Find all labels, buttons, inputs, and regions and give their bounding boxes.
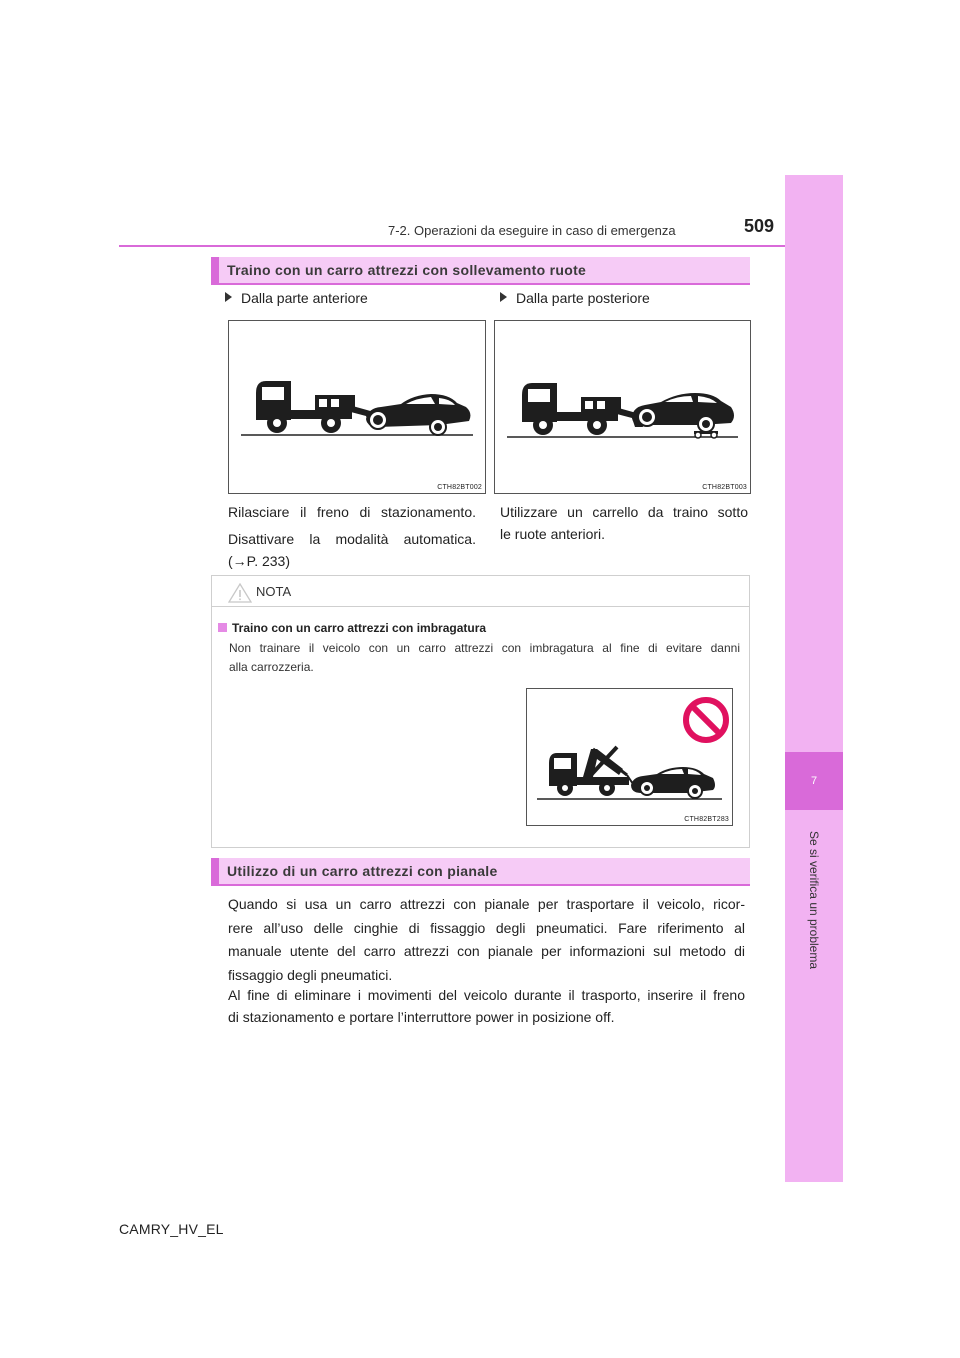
- nota-body: [229, 639, 740, 677]
- rear-instruction-1: Utilizzare un carrello da traino sotto: [500, 504, 748, 520]
- chapter-number: 7: [810, 775, 818, 787]
- figure-sling-tow-prohibited: [526, 688, 733, 826]
- chapter-title: Se si verifica un problema: [807, 830, 821, 970]
- front-instruction-ref[interactable]: (→P. 233): [228, 553, 290, 569]
- figure-code: CTH82BT283: [684, 816, 729, 823]
- section-heading-text: Utilizzo di un carro attrezzi con pianale: [227, 863, 498, 879]
- section-heading-flatbed: [211, 858, 750, 886]
- bullet-front-label: Dalla parte anteriore: [241, 290, 368, 306]
- figure-front-tow: [228, 320, 486, 494]
- nota-header: [212, 576, 749, 607]
- flatbed-paragraph-2: [228, 984, 745, 1028]
- running-header: 7-2. Operazioni da eseguire in caso di emergenza: [388, 223, 676, 238]
- flatbed-p1-line-4: fissaggio degli pneumatici.: [228, 966, 393, 983]
- figure-rear-tow: [494, 320, 751, 494]
- nota-line-2: alla carrozzeria.: [229, 660, 314, 674]
- flatbed-paragraph-1: [228, 893, 745, 987]
- nota-subtitle: [218, 621, 486, 635]
- section-heading-text: Traino con un carro attrezzi con sollevamento ruote: [227, 262, 587, 278]
- figure-code: CTH82BT002: [437, 484, 482, 491]
- nota-title: NOTA: [256, 584, 292, 599]
- bullet-front: [225, 290, 368, 306]
- nota-line-1: Non trainare il veicolo con un carro attrezzi con imbragatura al fine di evitare danni: [229, 641, 740, 655]
- header-rule: [119, 245, 785, 247]
- tow-truck-rear-illustration: [495, 321, 750, 493]
- chapter-number-tab[interactable]: [785, 752, 843, 810]
- rear-instruction-2: le ruote anteriori.: [500, 526, 606, 542]
- tow-truck-front-illustration: [229, 321, 485, 493]
- flatbed-p2-line-2: di stazionamento e portare l’interruttore power in posizione off.: [228, 1009, 615, 1025]
- nota-subtitle-text: Traino con un carro attrezzi con imbragatura: [232, 621, 487, 635]
- prohibited-icon: [686, 700, 726, 740]
- chapter-side-tab: [785, 175, 843, 1182]
- front-instruction-2: Disattivare la modalità automatica.: [228, 531, 476, 547]
- flatbed-p1-line-3: manuale utente del carro attrezzi con pianale per informazioni sul metodo di: [228, 943, 745, 959]
- flatbed-p2-line-1: Al fine di eliminare i movimenti del veicolo durante il trasporto, inserire il freno: [228, 987, 745, 1003]
- triangle-bullet-icon: [500, 292, 507, 302]
- warning-triangle-icon: [228, 583, 252, 603]
- flatbed-p1-line-2: rere all’uso delle cinghie di fissaggio degli pneumatici. Fare riferimento al: [228, 919, 745, 936]
- bullet-rear-label: Dalla parte posteriore: [516, 290, 650, 306]
- triangle-bullet-icon: [225, 292, 232, 302]
- section-heading-wheel-lift: [211, 257, 750, 285]
- front-instruction-1: Rilasciare il freno di stazionamento.: [228, 504, 476, 520]
- flatbed-p1-line-1: Quando si usa un carro attrezzi con pianale per trasportare il veicolo, ricor-: [228, 896, 745, 912]
- document-code-footer: CAMRY_HV_EL: [119, 1221, 224, 1237]
- bullet-rear: [500, 290, 650, 306]
- figure-code: CTH82BT003: [702, 484, 747, 491]
- page-number: 509: [744, 216, 775, 236]
- square-bullet-icon: [218, 623, 227, 632]
- sling-tow-prohibited-illustration: [527, 689, 732, 825]
